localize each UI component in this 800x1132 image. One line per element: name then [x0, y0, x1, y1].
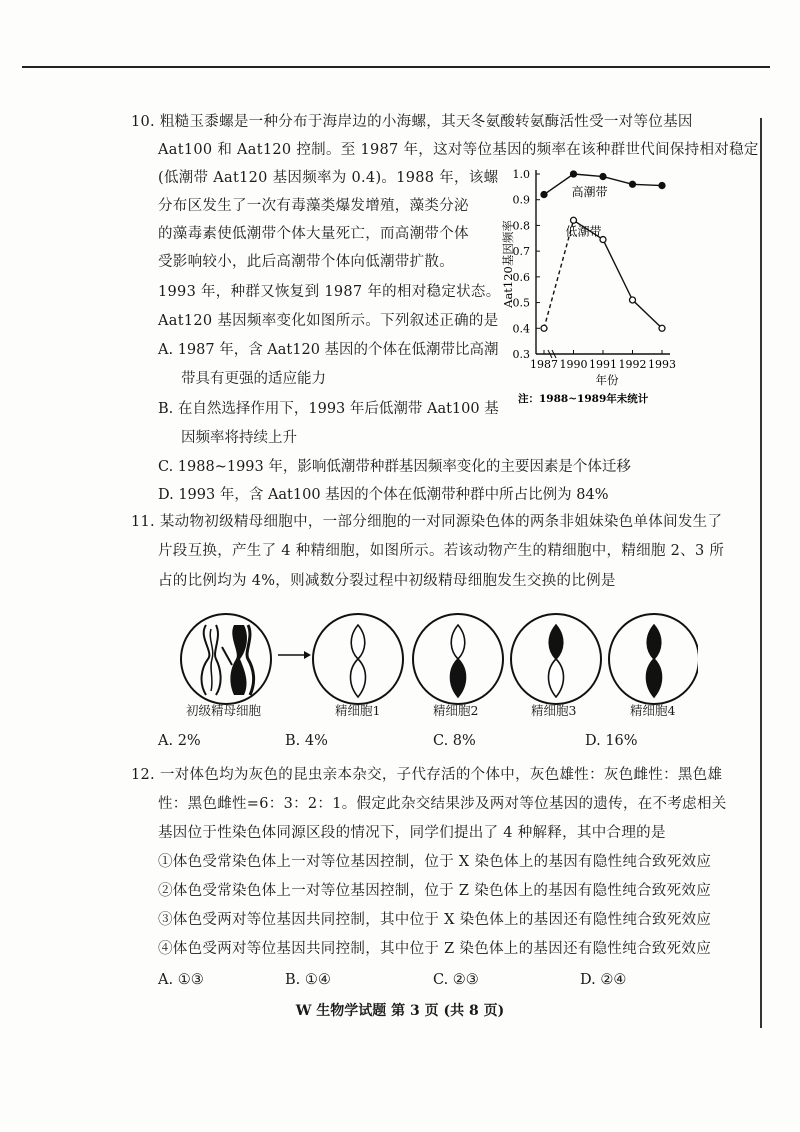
label-sperm-1: 精细胞1 [335, 703, 381, 718]
series-0-point [541, 192, 547, 198]
y-tick-label: 0.6 [512, 270, 530, 284]
q12-option-d: D. ②④ [580, 972, 627, 988]
q11-option-d: D. 16% [585, 733, 638, 749]
q10-option-a: A. 1987 年，含 Aat120 基因的个体在低潮带比高潮 [158, 342, 499, 358]
q12-option-a: A. ①③ [158, 972, 204, 988]
q11-option-a: A. 2% [158, 733, 201, 749]
y-tick-label: 0.7 [512, 245, 530, 259]
series-1-point [541, 325, 547, 331]
series-0-segment [574, 174, 604, 177]
q10-option-c: C. 1988~1993 年，影响低潮带种群基因频率变化的主要因素是个体迁移 [158, 459, 631, 475]
primary-spermatocyte-cell [181, 614, 271, 704]
x-tick-label: 1987 [530, 358, 558, 371]
meiosis-diagram [178, 607, 698, 727]
label-sperm-4: 精细胞4 [630, 703, 676, 718]
q12-statement-1: ①体色受常染色体上一对等位基因控制，位于 X 染色体上的基因有隐性纯合致死效应 [158, 854, 712, 870]
page-footer: W 生物学试题 第 3 页 (共 8 页) [295, 1003, 505, 1019]
x-tick-label: 1990 [559, 358, 588, 371]
series-0-label: 高潮带 [571, 185, 608, 199]
q11-line-1: 11. 某动物初级精母细胞中，一部分细胞的一对同源染色体的两条非姐妹染色单体间发生了 [131, 514, 723, 530]
sperm-cell-3 [511, 614, 601, 704]
label-sperm-3: 精细胞3 [531, 703, 577, 718]
y-tick-label: 0.5 [512, 296, 530, 310]
q12-line-1: 12. 一对体色均为灰色的昆虫亲本杂交，子代存活的个体中，灰色雄性：灰色雌性：黑色雄 [131, 767, 723, 783]
sperm-cell-2 [413, 614, 503, 704]
q12-statement-4: ④体色受两对等位基因共同控制，其中位于 Z 染色体上的基因还有隐性纯合致死效应 [158, 941, 711, 957]
label-sperm-2: 精细胞2 [433, 703, 479, 718]
q10-option-b: B. 在自然选择作用下，1993 年后低潮带 Aat100 基 [158, 401, 499, 417]
sperm-cell-4 [609, 614, 698, 704]
q10-line-2: Aat100 和 Aat120 控制。至 1987 年，这对等位基因的频率在该种群世代间保持相对稳定 [158, 142, 759, 158]
q11-option-b: B. 4% [285, 733, 328, 749]
q12-statement-2: ②体色受常染色体上一对等位基因控制，位于 Z 染色体上的基因有隐性纯合致死效应 [158, 883, 711, 899]
x-tick-label: 1993 [648, 358, 676, 371]
q10-line-7: 1993 年，种群又恢复到 1987 年的相对稳定状态。 [158, 284, 501, 300]
q10-line-5: 的藻毒素使低潮带个体大量死亡，而高潮带个体 [158, 226, 469, 242]
x-tick-label: 1991 [589, 358, 617, 371]
q10-line-6: 受影响较小，此后高潮带个体向低潮带扩散。 [158, 254, 454, 270]
series-0-point [600, 174, 606, 180]
y-tick-label: 0.8 [512, 219, 530, 233]
series-0-segment [633, 184, 663, 185]
margin-rule [760, 118, 762, 1028]
x-axis-label: 年份 [595, 373, 619, 387]
q11-line-3: 占的比例均为 4%，则减数分裂过程中初级精母细胞发生交换的比例是 [158, 573, 616, 589]
q10-option-a-cont: 带具有更强的适应能力 [181, 371, 326, 387]
q11-option-c: C. 8% [433, 733, 476, 749]
y-tick-label: 0.3 [512, 348, 530, 361]
q12-option-b: B. ①④ [285, 972, 331, 988]
series-0-segment [544, 174, 574, 195]
series-1-point [630, 297, 636, 303]
x-tick-label: 1992 [618, 358, 647, 371]
label-primary-spermatocyte: 初级精母细胞 [186, 703, 262, 718]
q10-line-1: 10. 粗糙玉黍螺是一种分布于海岸边的小海螺，其天冬氨酸转氨酶活性受一对等位基因 [131, 114, 693, 130]
series-1-point [571, 217, 577, 223]
series-0-point [630, 181, 636, 187]
series-0-point [659, 183, 665, 189]
q12-option-c: C. ②③ [433, 972, 479, 988]
series-0-segment [603, 177, 633, 185]
q12-line-2: 性：黑色雌性=6：3：2：1。假定此杂交结果涉及两对等位基因的遗传，在不考虑相关 [158, 796, 727, 812]
header-rule [22, 66, 770, 68]
series-1-label: 低潮带 [565, 224, 602, 239]
q10-line-3: (低潮带 Aat120 基因频率为 0.4)。1988 年，该螺 [158, 170, 499, 186]
series-1-point [659, 325, 665, 331]
y-tick-label: 1.0 [512, 168, 530, 181]
chart-axes [501, 168, 676, 405]
q10-line-8: Aat120 基因频率变化如图所示。下列叙述正确的是 [158, 313, 499, 329]
y-tick-label: 0.4 [512, 322, 530, 336]
q10-option-d: D. 1993 年，含 Aat100 基因的个体在低潮带种群中所占比例为 84% [158, 487, 609, 503]
chart-note: 注：1988~1989年未统计 [518, 393, 649, 405]
series-0-point [571, 171, 577, 177]
allele-frequency-chart [498, 160, 680, 410]
y-axis-label: Aat120基因频率 [501, 220, 515, 308]
q11-line-2: 片段互换，产生了 4 种精细胞，如图所示。若该动物产生的精细胞中，精细胞 2、3 所 [158, 543, 725, 559]
q10-line-4: 分布区发生了一次有毒藻类爆发增殖，藻类分泌 [158, 198, 469, 214]
series-1-segment [603, 240, 633, 300]
chart-marks [541, 171, 665, 331]
series-1-segment [633, 300, 663, 328]
q10-option-b-cont: 因频率将持续上升 [181, 430, 297, 446]
q12-statement-3: ③体色受两对等位基因共同控制，其中位于 X 染色体上的基因还有隐性纯合致死效应 [158, 912, 712, 928]
y-tick-label: 0.9 [512, 193, 530, 207]
sperm-cell-1 [313, 614, 403, 704]
q12-line-3: 基因位于性染色体同源区段的情况下，同学们提出了 4 种解释，其中合理的是 [158, 825, 666, 841]
